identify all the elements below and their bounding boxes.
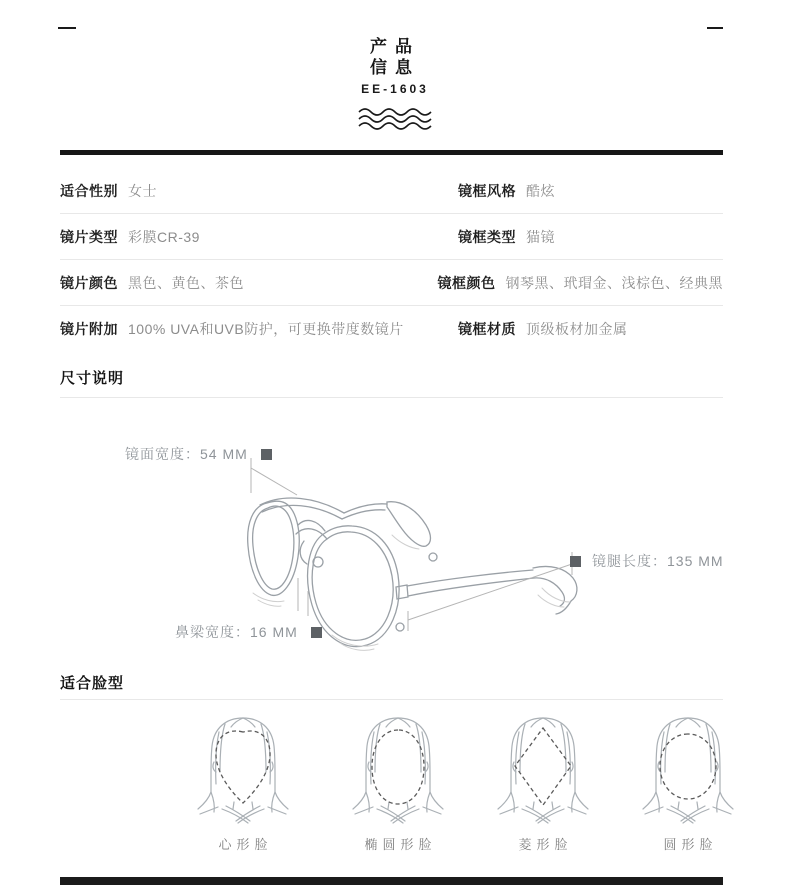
face-shape-outline <box>515 728 571 805</box>
spec-label: 镜片附加 <box>60 321 118 337</box>
temple-length-label: 镜腿长度：135 MM <box>592 553 724 569</box>
spec-cell <box>60 181 458 201</box>
face-card-diamond <box>468 712 618 853</box>
page-title-line-2: 信息 <box>370 58 420 77</box>
spec-row <box>60 155 723 214</box>
face-shape-outline <box>372 730 424 804</box>
face-card-heart <box>168 712 318 853</box>
spec-cell <box>458 227 723 247</box>
spec-value: 猫镜 <box>526 228 555 245</box>
spec-cell <box>458 181 723 201</box>
face-card-round <box>613 712 763 853</box>
spec-value: 彩膜CR-39 <box>128 228 200 245</box>
face-label: 圆形脸 <box>663 837 718 852</box>
product-model-code: EE-1603 <box>361 82 429 96</box>
face-label: 心形脸 <box>218 837 273 852</box>
spec-label: 镜框类型 <box>458 228 516 245</box>
bridge-width-dimension <box>175 622 322 642</box>
spec-value: 钢琴黑、玳瑁金、浅棕色、经典黑 <box>505 274 723 291</box>
top-right-dash-decoration <box>707 27 723 29</box>
face-illustration <box>343 712 453 824</box>
spec-value: 黑色、黄色、茶色 <box>128 274 244 291</box>
spec-cell <box>60 273 438 293</box>
face-label: 菱形脸 <box>518 837 573 852</box>
face-illustration <box>188 712 298 824</box>
spec-row <box>60 214 723 260</box>
spec-value: 100% UVA和UVB防护，可更换带度数镜片 <box>128 321 404 337</box>
spec-value: 女士 <box>128 182 157 199</box>
face-label: 椭圆形脸 <box>364 837 437 852</box>
spec-cell <box>438 273 724 293</box>
face-card-oval <box>323 712 473 853</box>
spec-value: 顶级板材加金属 <box>526 321 628 337</box>
face-shape-outline <box>216 731 270 803</box>
lens-width-label: 镜面宽度：54 MM <box>125 446 248 462</box>
size-section-divider <box>60 397 723 398</box>
wave-divider <box>0 108 790 132</box>
temple-length-dimension <box>570 551 724 571</box>
face-section-heading: 适合脸型 <box>60 675 125 692</box>
face-shape-outline <box>660 734 716 799</box>
spec-row <box>60 306 723 352</box>
face-section-divider <box>60 699 723 700</box>
spec-row <box>60 260 723 306</box>
top-left-dash-decoration <box>58 27 76 29</box>
spec-cell <box>60 227 458 247</box>
spec-label: 镜框颜色 <box>437 274 496 291</box>
page-header <box>0 36 790 96</box>
dimension-square-marker <box>570 556 581 567</box>
page-title-line-1: 产品 <box>370 37 420 56</box>
dimension-square-marker <box>311 627 322 638</box>
bridge-width-label: 鼻梁宽度：16 MM <box>175 624 298 640</box>
spec-label: 镜片类型 <box>60 228 118 245</box>
spec-label: 镜片颜色 <box>60 274 118 291</box>
spec-cell <box>60 319 458 339</box>
spec-label: 适合性别 <box>60 182 118 199</box>
spec-value: 酷炫 <box>526 182 555 199</box>
face-illustration <box>488 712 598 824</box>
wave-divider-icon <box>357 108 433 132</box>
section-bottom-bar <box>60 877 723 885</box>
spec-cell <box>458 319 723 339</box>
size-section-heading: 尺寸说明 <box>60 370 125 387</box>
spec-label: 镜框风格 <box>458 182 516 199</box>
spec-label: 镜框材质 <box>458 321 516 337</box>
face-illustration <box>633 712 743 824</box>
spec-table <box>60 155 723 352</box>
